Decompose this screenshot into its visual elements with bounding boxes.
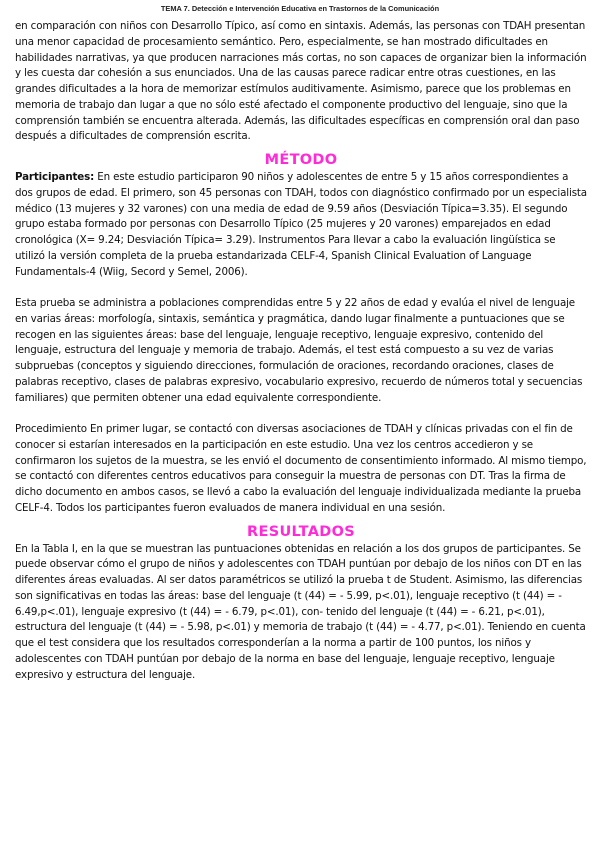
document-body	[15, 19, 587, 683]
resultados-heading: RESULTADOS	[247, 523, 355, 540]
paragraph-gap	[15, 280, 587, 296]
resultados-paragraph: En la Tabla I, en la que se muestran las puntuaciones obtenidas en relación a los dos grupos de participantes. Se puede observar cómo el grupo de niños y adolescentes con TDAH puntúan por debajo de los niños con DT en las diferentes áreas evaluadas. Al ser datos paramétricos se utilizó la prueba t de Student. Asimismo, las diferencias son significativas en todas las áreas: base del lenguaje (t (44) = - 5.99, p<.01), lenguaje receptivo (t (44) = - 6.49,p<.01), lenguaje expresivo (t (44) = - 6.79, p<.01), con- tenido del lenguaje (t (44) = - 6.21, p<.01), estructura del lenguaje (t (44) = - 5.98, p<.01) y memoria de trabajo (t (44) = - 4.77, p<.01). Teniendo en cuenta que el test considera que los resultados corresponderían a la norma a partir de 100 puntos, los niños y adolescentes con TDAH puntúan por debajo de la norma en base del lenguaje, lenguaje receptivo, lenguaje expresivo y estructura del lenguaje.	[15, 542, 586, 681]
participantes-paragraph	[15, 170, 587, 280]
procedimiento-paragraph: Procedimiento En primer lugar, se contactó con diversas asociaciones de TDAH y clínicas privadas con el fin de conocer si estarían interesados en la participación en este estudio. Una vez los centros accedieron y se confirmaron los sujetos de la muestra, se les envió el documento de consentimiento informado. Al mismo tiempo, se contactó con diferentes centros educativos para conseguir la muestra de personas con DT. Tras la firma de dicho documento en ambos casos, se llevó a cabo la evaluación del lenguaje individualizada mediante la prueba CELF-4. Todos los participantes fueron evaluados de manera individual en una sesión.	[15, 423, 587, 514]
intro-paragraph: en comparación con niños con Desarrollo Típico, así como en sintaxis. Además, las personas con TDAH presentan una menor capacidad de procesamiento semántico. Pero, especialmente, se han mostrado dificultades en habilidades narrativas, ya que producen narraciones más cortas, no son capaces de organizar bien la información y les cuesta dar cohesión a sus enunciados. Una de las causas parece radicar entre otras cuestiones, en las grandes dificultades a la hora de memorizar estímulos auditivamente. Asimismo, parece que los problemas en memoria de trabajo dan lugar a que no sólo esté afectado el componente productivo del lenguaje, sino que la comprensión también se encuentra alterada. Además, las dificultades específicas en comprensión oral dan paso después a dificultades de comprensión escrita.	[15, 20, 587, 143]
participantes-label: Participantes:	[15, 171, 95, 183]
paragraph-gap	[15, 406, 587, 422]
page-header: TEMA 7. Detección e Intervención Educativa en Trastornos de la Comunicación	[160, 4, 440, 13]
prueba-paragraph: Esta prueba se administra a poblaciones comprendidas entre 5 y 22 años de edad y evalúa el nivel de lenguaje en varias áreas: morfología, sintaxis, semántica y pragmática, dando lugar finalmente a puntuaciones que se recogen en las siguientes áreas: base del lenguaje, lenguaje receptivo, lenguaje expresivo, contenido del lenguaje, estructura del lenguaje y memoria de trabajo. Además, el test está compuesto a su vez de varias subpruebas (conceptos y siguiendo direcciones, formulación de oraciones, recordando oraciones, clases de palabras receptivo, clases de palabras expresivo, vocabulario expresivo, recuerdo de números total y secuencias familiares) que permiten obtener una edad equivalente correspondiente.	[15, 297, 583, 404]
participantes-text: En este estudio participaron 90 niños y adolescentes de entre 5 y 15 años correspondientes a dos grupos de edad. El primero, son 45 personas con TDAH, todos con diagnóstico confirmado por un especialista médico (13 mujeres y 32 varones) con una media de edad de 9.59 años (Desviación Típica=3.35). El segundo grupo estaba formado por personas con Desarrollo Típico (25 mujeres y 20 varones) emparejados en edad cronológica (X= 9.24; Desviación Típica= 3.29). Instrumentos Para llevar a cabo la evaluación lingüística se utilizó la versión completa de la prueba estandarizada CELF-4, Spanish Clinical Evaluation of Language Fundamentals-4 (Wiig, Secord y Semel, 2006).	[15, 171, 587, 278]
metodo-heading: MÉTODO	[264, 152, 338, 168]
